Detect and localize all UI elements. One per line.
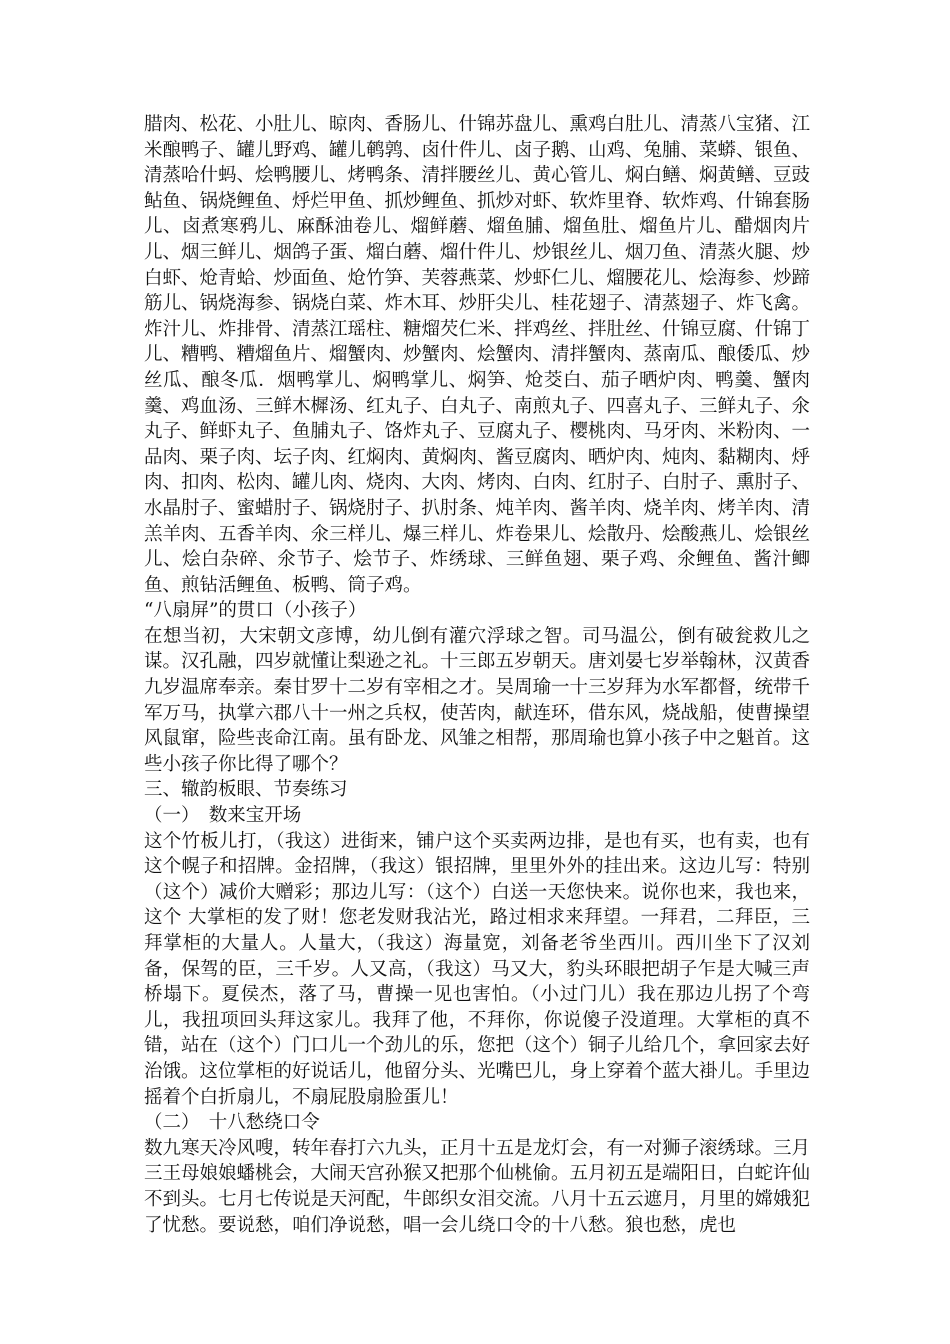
document-page: [144, 112, 810, 1238]
dishes-paragraph: 腊肉、松花、小肚儿、晾肉、香肠儿、什锦苏盘儿、熏鸡白肚儿、清蒸八宝猪、江米酿鸭子、罐儿野鸡、罐儿鹌鹑、卤什件儿、卤子鹅、山鸡、兔脯、菜蟒、银鱼、清蒸哈什蚂、烩鸭腰儿、烤鸭条、清拌腰丝儿、黄心管儿、焖白鳝、焖黄鳝、豆豉鲇鱼、锅烧鲤鱼、烀烂甲鱼、抓炒鲤鱼、抓炒对虾、软炸里脊、软炸鸡、什锦套肠儿、卤煮寒鸦儿、麻酥油卷儿、熘鲜蘑、熘鱼脯、熘鱼肚、熘鱼片儿、醋烟肉片儿、烟三鲜儿、烟鸽子蛋、熘白蘑、熘什件儿、炒银丝儿、烟刀鱼、清蒸火腿、炒白虾、炝青蛤、炒面鱼、炝竹笋、芙蓉燕菜、炒虾仁儿、熘腰花儿、烩海参、炒蹄筋儿、锅烧海参、锅烧白菜、炸木耳、炒肝尖儿、桂花翅子、清蒸翅子、炸飞禽。炸汁儿、炸排骨、清蒸江瑶柱、糖熘芡仁米、拌鸡丝、拌肚丝、什锦豆腐、什锦丁儿、糟鸭、糟熘鱼片、熘蟹肉、炒蟹肉、烩蟹肉、清拌蟹肉、蒸南瓜、酿倭瓜、炒丝瓜、酿冬瓜．烟鸭掌儿、焖鸭掌儿、焖笋、炝茭白、茄子晒炉肉、鸭羹、蟹肉羹、鸡血汤、三鲜木樨汤、红丸子、白丸子、南煎丸子、四喜丸子、三鲜丸子、氽丸子、鲜虾丸子、鱼脯丸子、饹炸丸子、豆腐丸子、樱桃肉、马牙肉、米粉肉、一品肉、栗子肉、坛子肉、红焖肉、黄焖肉、酱豆腐肉、晒炉肉、炖肉、黏糊肉、烀肉、扣肉、松肉、罐儿肉、烧肉、大肉、烤肉、白肉、红肘子、白肘子、熏肘子、水晶肘子、蜜蜡肘子、锅烧肘子、扒肘条、炖羊肉、酱羊肉、烧羊肉、烤羊肉、清羔羊肉、五香羊肉、氽三样儿、爆三样儿、炸卷果儿、烩散丹、烩酸燕儿、烩银丝儿、烩白杂碎、氽节子、烩节子、炸绣球、三鲜鱼翅、栗子鸡、氽鲤鱼、酱汁鲫鱼、煎钻活鲤鱼、板鸭、筒子鸡。: [144, 114, 811, 596]
heading-sub-one: （一） 数来宝开场: [144, 805, 302, 827]
heading-section-three: 三、辙韵板眼、节奏练习: [144, 779, 348, 801]
shulaibao-paragraph: 这个竹板儿打，（我这）进街来，铺户这个买卖两边排，是也有买，也有卖，也有这个幌子和招牌。金招牌，（我这）银招牌，里里外外的挂出来。这边儿写：特别（这个）减价大赠彩；那边儿写：（这个）白送一天您快来。说你也来，我也来， 这个 大掌柜的发了财！您老发财我沾光，路过相求来拜望。一拜君，二拜臣，三拜掌柜的大量人。人量大，（我这）海量宽，刘备老爷坐西川。西川坐下了汉刘备，保驾的臣，三千岁。人又高，（我这）马又大，豹头环眼把胡子乍是大喊三声桥塌下。夏侯杰，落了马，曹操一见也害怕。（小过门儿）我在那边儿拐了个弯儿，我扭项回头拜这家儿。我拜了他，不拜你，你说傻子没道理。大掌柜的真不错，站在（这个）门口儿一个劲儿的乐，您把（这个）铜子儿给几个，拿回家去好治饿。这位掌柜的好说话儿，他留分头、光嘴巴儿，身上穿着个蓝大褂儿。手里边摇着个白折扇儿，不扇屁股扇脸蛋儿！: [144, 830, 811, 1108]
heading-sub-two: （二） 十八愁绕口令: [144, 1112, 320, 1134]
bashanping-paragraph: 在想当初，大宋朝文彦博，幼儿倒有灌穴浮球之智。司马温公，倒有破瓮救儿之谋。汉孔融，四岁就懂让梨逊之礼。十三郎五岁朝天。唐刘晏七岁举翰林，汉黄香九岁温席奉亲。秦甘罗十二岁有宰相之才。吴周瑜一十三岁拜为水军都督，统带千军万马，执掌六郡八十一州之兵权，使苦肉，献连环，借东风，烧战船，使曹操望风鼠窜，险些丧命江南。虽有卧龙、风雏之相帮，那周瑜也算小孩子中之魁首。这些小孩子你比得了哪个？: [144, 625, 811, 775]
heading-bashanping: “八扇屏”的贯口（小孩子）: [144, 600, 367, 622]
shibachou-paragraph: 数九寒天冷风嗖，转年春打六九头，正月十五是龙灯会，有一对狮子滚绣球。三月三王母娘娘蟠桃会，大闹天宫孙猴又把那个仙桃偷。五月初五是端阳日，白蛇许仙不到头。七月七传说是天河配，牛郎织女泪交流。八月十五云遮月，月里的嫦娥犯了忧愁。要说愁，咱们净说愁，唱一会儿绕口令的十八愁。狼也愁，虎也: [144, 1137, 811, 1236]
